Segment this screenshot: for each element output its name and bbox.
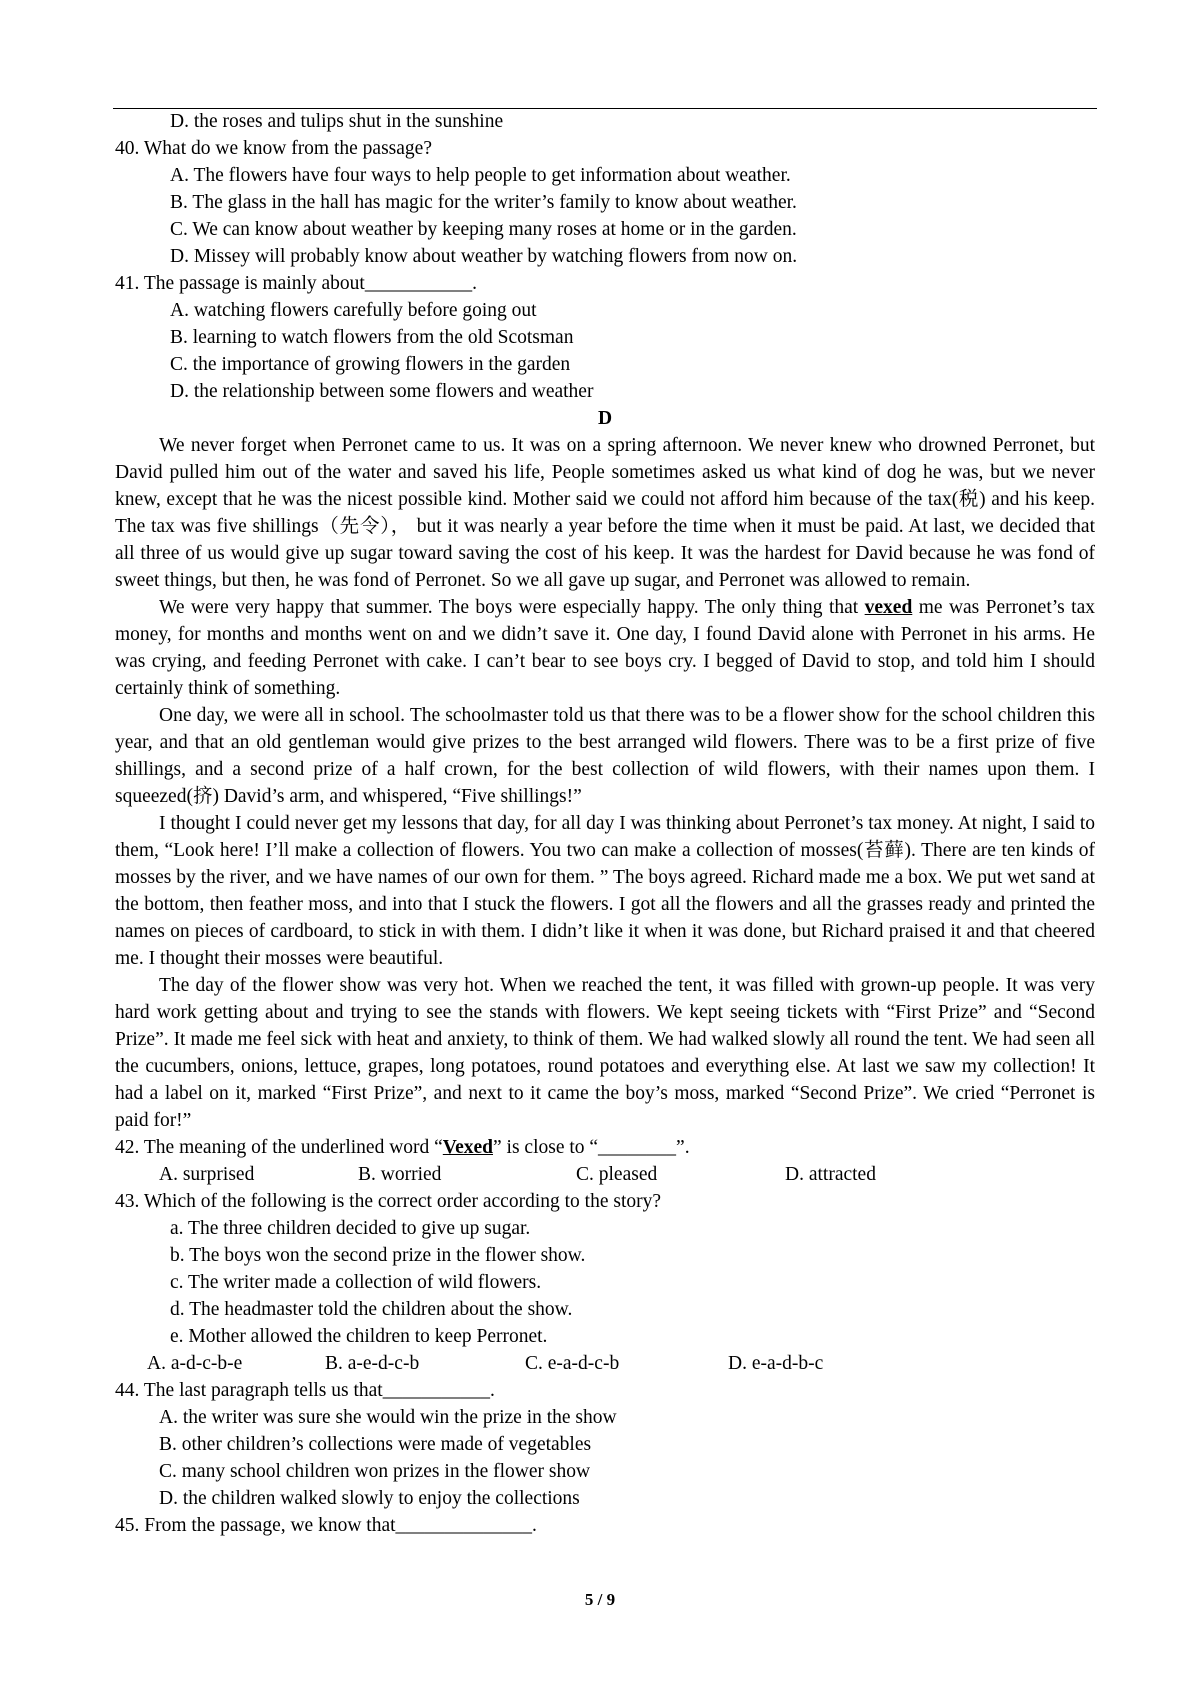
passage-p2-text-before: We were very happy that summer. The boys were especially happy. The only thing that [159,597,865,618]
q44-option-c: C. many school children won prizes in the flower show [159,1461,591,1482]
q40-option-b: B. The glass in the hall has magic for the writer’s family to know about weather. [170,192,797,213]
q41-option-d: D. the relationship between some flowers and weather [170,381,594,402]
q42-underlined-word: Vexed [442,1137,493,1158]
passage-p2-text-after: me was Perronet’s tax money, for months and months went on and we didn’t save it. One day, I found David alone with Perronet in his arms. He was crying, and feeding Perronet with cake. I can’t bear to see boys cry. I begged of David to stop, and told him I should certainly think of something. [115,597,1095,699]
q41-option-a: A. watching flowers carefully before going out [170,300,537,321]
passage-paragraph-1: We never forget when Perronet came to us. It was on a spring afternoon. We never knew who drowned Perronet, but David pulled him out of the water and saved his life, People sometimes asked us what kind of dog he was, but we never knew, except that he was the nicest possible kind. Mother said we could not afford him because of the tax(税) and his keep. The tax was five shillings（先令）， but it was nearly a year before the time when it must be paid. At last, we decided that all three of us would give up sugar toward saving the cost of his keep. It was the hardest for David because he was fond of sweet things, but then, he was fond of Perronet. So we all gave up sugar, and Perronet was allowed to remain. [115,435,1096,591]
section-label: D [597,408,613,429]
q42-option-a: A. surprised [159,1164,255,1185]
q42-option-d: D. attracted [785,1164,876,1185]
q44-option-a: A. the writer was sure she would win the prize in the show [159,1407,617,1428]
q41-option-b: B. learning to watch flowers from the old Scotsman [170,327,574,348]
q43-option-a: A. a-d-c-b-e [147,1353,243,1374]
passage-paragraph-3: One day, we were all in school. The schoolmaster told us that there was to be a flower show for the school children this year, and that an old gentleman would give prizes to the best arranged wild flowers. There was to be a first prize of five shillings, and a second prize of a half crown, for the best collection of wild flowers, with their names upon them. I squeezed(挤) David’s arm, and whispered, “Five shillings!” [115,705,1095,807]
q42-options [115,1161,1095,1188]
q43-item-e: e. Mother allowed the children to keep Perronet. [170,1326,548,1347]
q42-option-b: B. worried [358,1164,442,1185]
page-number: 5 / 9 [584,1590,616,1609]
q43-item-b: b. The boys won the second prize in the flower show. [170,1245,586,1266]
q40-option-c: C. We can know about weather by keeping many roses at home or in the garden. [170,219,797,240]
q40-option-d: D. Missey will probably know about weather by watching flowers from now on. [170,246,798,267]
q44-stem: 44. The last paragraph tells us that___________. [115,1380,495,1401]
q43-option-d: D. e-a-d-b-c [728,1353,824,1374]
passage-paragraph-4: I thought I could never get my lessons that day, for all day I was thinking about Perronet’s tax money. At night, I said to them, “Look here! I’ll make a collection of flowers. You two can make a collection of mosses(苔藓). There are ten kinds of mosses by the river, and we have names of our own for them. ” The boys agreed. Richard made me a box. We put wet sand at the bottom, then feather moss, and into that I stuck the flowers. I got all the flowers and all the grasses ready and printed the names on pieces of cardboard, to stick in with them. I didn’t like it when it was done, but Richard praised it and that cheered me. I thought their mosses were beautiful. [115,813,1095,969]
q39-option-d: D. the roses and tulips shut in the sunshine [170,111,504,132]
q43-option-b: B. a-e-d-c-b [325,1353,420,1374]
q43-item-d: d. The headmaster told the children about the show. [170,1299,573,1320]
q42-option-c: C. pleased [576,1164,658,1185]
passage-paragraph-5: The day of the flower show was very hot. When we reached the tent, it was filled with grown-up people. It was very hard work getting about and trying to see the stands with flowers. We kept seeing tickets with “First Prize” and “Second Prize”. It made me feel sick with heat and anxiety, to think of them. We had walked slowly all round the tent. We had seen all the cucumbers, onions, lettuce, grapes, long potatoes, round potatoes and everything else. At last we saw my collection! It had a label on it, marked “First Prize”, and next to it came the boy’s moss, marked “Second Prize”. We cried “Perronet is paid for!” [115,975,1095,1131]
q41-option-c: C. the importance of growing flowers in the garden [170,354,571,375]
q42-stem-before: 42. The meaning of the underlined word “ [115,1137,443,1158]
q44-option-d: D. the children walked slowly to enjoy the collections [159,1488,580,1509]
underlined-word-vexed: vexed [864,597,913,618]
passage-paragraph-2 [115,594,1095,702]
q42-stem-after: ” is close to “________”. [493,1137,690,1158]
q43-item-c: c. The writer made a collection of wild flowers. [170,1272,542,1293]
content [115,108,1095,1539]
q40-option-a: A. The flowers have four ways to help people to get information about weather. [170,165,791,186]
q43-item-a: a. The three children decided to give up sugar. [170,1218,531,1239]
q40-stem: 40. What do we know from the passage? [115,138,432,159]
q43-stem: 43. Which of the following is the correct order according to the story? [115,1191,662,1212]
q43-options [115,1350,1095,1377]
q45-stem: 45. From the passage, we know that______________. [115,1515,537,1536]
q44-option-b: B. other children’s collections were made of vegetables [159,1434,592,1455]
q43-option-c: C. e-a-d-c-b [525,1353,620,1374]
q42-stem [115,1134,1095,1161]
q41-stem: 41. The passage is mainly about___________. [115,273,477,294]
